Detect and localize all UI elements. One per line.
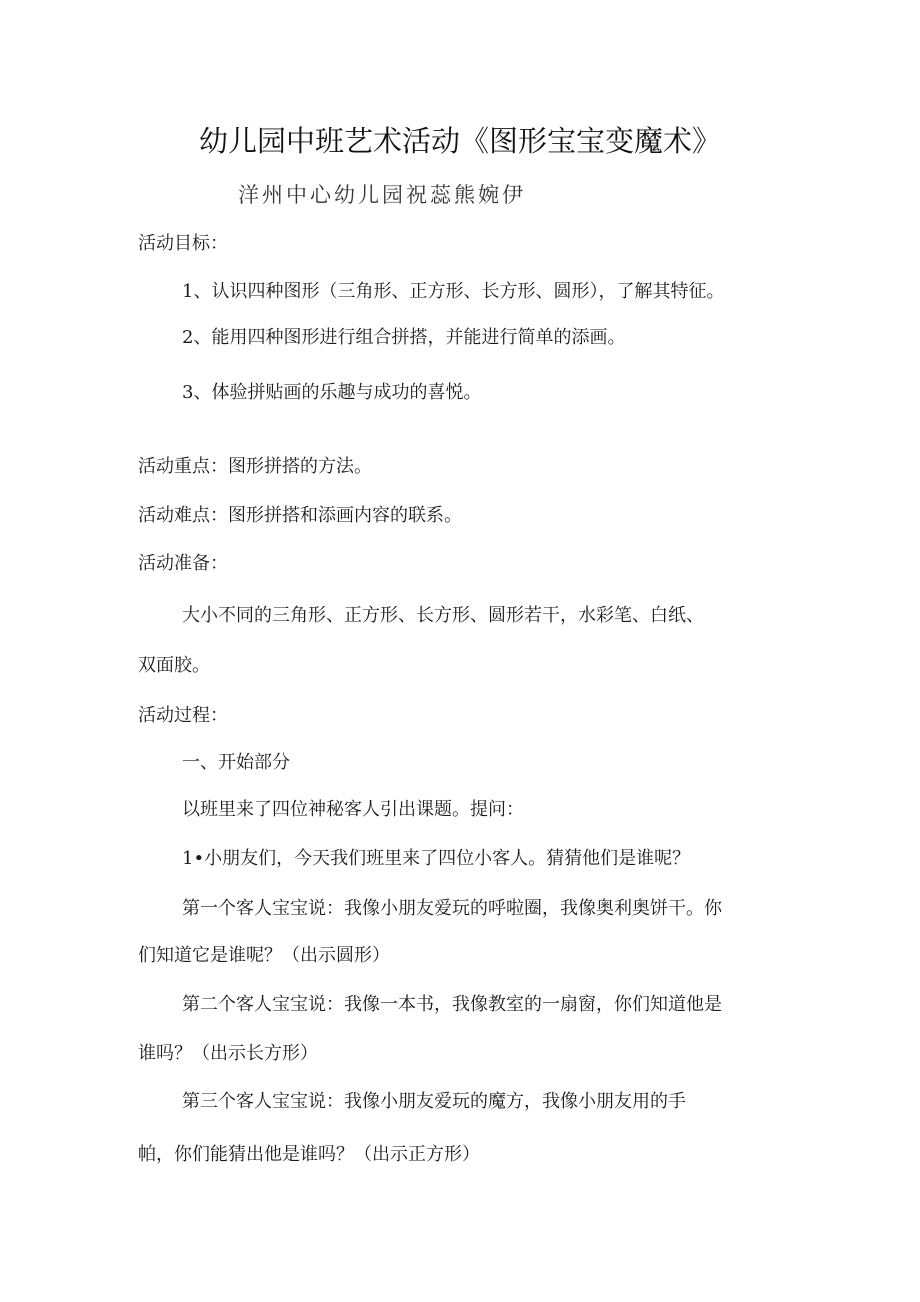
guest-1-line-1: 第一个客人宝宝说：我像小朋友爱玩的呼啦圈，我像奥利奥饼干。你 bbox=[182, 898, 722, 919]
goal-item-3: 3、体验拼贴画的乐趣与成功的喜悦。 bbox=[182, 382, 482, 403]
document-title: 幼儿园中班艺术活动《图形宝宝变魔术》 bbox=[198, 124, 721, 158]
question-1: 1•小朋友们，今天我们班里来了四位小客人。猜猜他们是谁呢？ bbox=[182, 848, 691, 869]
section-heading: 一、开始部分 bbox=[182, 752, 290, 773]
prep-heading: 活动准备： bbox=[138, 553, 228, 574]
goal-item-2: 2、能用四种图形进行组合拼搭，并能进行简单的添画。 bbox=[182, 327, 626, 348]
prep-line-2: 双面胶。 bbox=[138, 655, 210, 676]
goals-heading: 活动目标： bbox=[138, 233, 228, 254]
prep-line-1: 大小不同的三角形、正方形、长方形、圆形若干，水彩笔、白纸、 bbox=[182, 605, 704, 626]
guest-2-line-2: 谁吗？（出示长方形） bbox=[138, 1043, 318, 1064]
author-line: 洋州中心幼儿园祝蕊熊婉伊 bbox=[238, 183, 526, 207]
process-heading: 活动过程： bbox=[138, 705, 228, 726]
key-point: 活动重点：图形拼搭的方法。 bbox=[138, 456, 372, 477]
guest-2-line-1: 第二个客人宝宝说：我像一本书，我像教室的一扇窗，你们知道他是 bbox=[182, 994, 722, 1015]
guest-1-line-2: 们知道它是谁呢？（出示圆形） bbox=[138, 945, 390, 966]
difficulty: 活动难点：图形拼搭和添画内容的联系。 bbox=[138, 505, 462, 526]
guest-3-line-1: 第三个客人宝宝说：我像小朋友爱玩的魔方，我像小朋友用的手 bbox=[182, 1091, 686, 1112]
intro-paragraph: 以班里来了四位神秘客人引出课题。提问： bbox=[182, 799, 524, 820]
guest-3-line-2: 帕，你们能猜出他是谁吗？（出示正方形） bbox=[138, 1144, 480, 1165]
goal-item-1: 1、认识四种图形（三角形、正方形、长方形、圆形），了解其特征。 bbox=[182, 281, 725, 302]
